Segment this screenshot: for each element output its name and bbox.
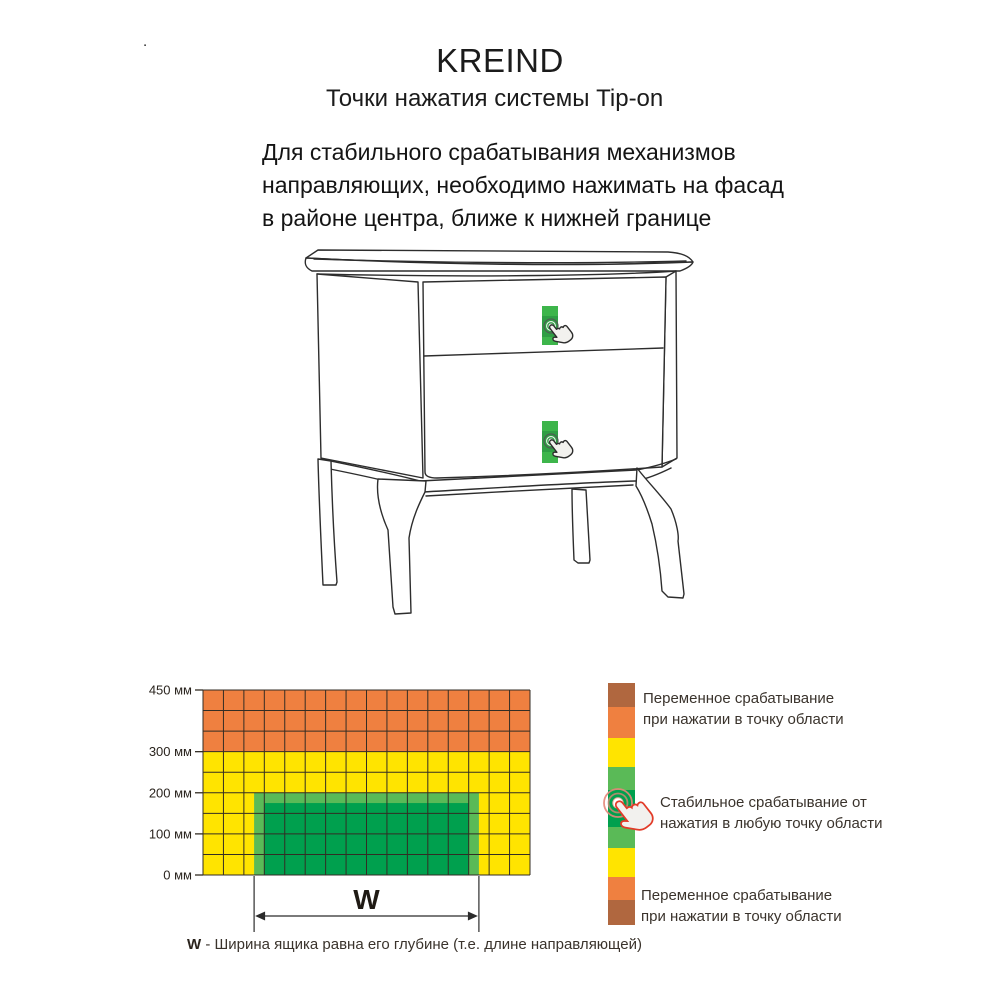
legend-item-line: при нажатии в точку области — [641, 907, 842, 925]
side-panel-left — [317, 274, 423, 478]
legend-strip-segment — [608, 738, 635, 767]
w-dimension-label: W — [353, 884, 380, 915]
legend-strip-segment — [608, 707, 635, 738]
intro-line: в районе центра, ближе к нижней границе — [262, 205, 712, 231]
brand-title: KREIND — [436, 42, 564, 79]
footnote-text: - Ширина ящика равна его глубине (т.е. длине направляющей) — [201, 936, 642, 953]
nightstand-drawing — [240, 240, 710, 630]
arrowhead-left — [255, 912, 265, 921]
legend-strip-segment — [608, 683, 635, 707]
legend-item-variable-top — [643, 689, 844, 730]
press-zone-chart — [140, 678, 600, 958]
chart-footnote — [187, 936, 642, 953]
y-axis-tick-label: 0 мм — [163, 867, 192, 883]
leg-front-right — [636, 468, 684, 598]
y-axis-tick-label: 200 мм — [148, 785, 192, 801]
legend-item-line: Переменное срабатывание — [643, 690, 835, 707]
intro-line: Для стабильного срабатывания механизмов — [262, 139, 736, 165]
intro-line: направляющих, необходимо нажимать на фасад — [262, 172, 784, 198]
legend-item-line: Переменное срабатывание — [641, 887, 833, 904]
legend-strip-segment — [608, 900, 635, 925]
y-axis-tick-label: 450 мм — [148, 682, 192, 698]
legend-strip-segment — [608, 877, 635, 900]
intro-paragraph — [262, 136, 784, 235]
body-top-line — [317, 271, 676, 276]
y-axis-tick-label: 300 мм — [148, 744, 192, 760]
legend-item-line: нажатия в любую точку области — [660, 814, 883, 832]
page-title: Точки нажатия системы Tip-on — [326, 85, 664, 112]
legend-item-line: при нажатии в точку области — [643, 710, 844, 728]
stray-dot: . — [143, 33, 148, 50]
footnote-w: W — [187, 936, 202, 953]
y-axis-tick-label: 100 мм — [148, 826, 192, 842]
leg-front-left — [377, 479, 426, 614]
legend-item-line: Стабильное срабатывание от — [660, 794, 867, 811]
leg-back-right — [572, 489, 590, 563]
arrowhead-right — [468, 912, 478, 921]
legend-item-variable-bottom — [641, 886, 842, 927]
press-hand-icon — [609, 790, 657, 839]
legend-item-stable — [660, 793, 883, 834]
leg-back-left — [318, 459, 337, 585]
